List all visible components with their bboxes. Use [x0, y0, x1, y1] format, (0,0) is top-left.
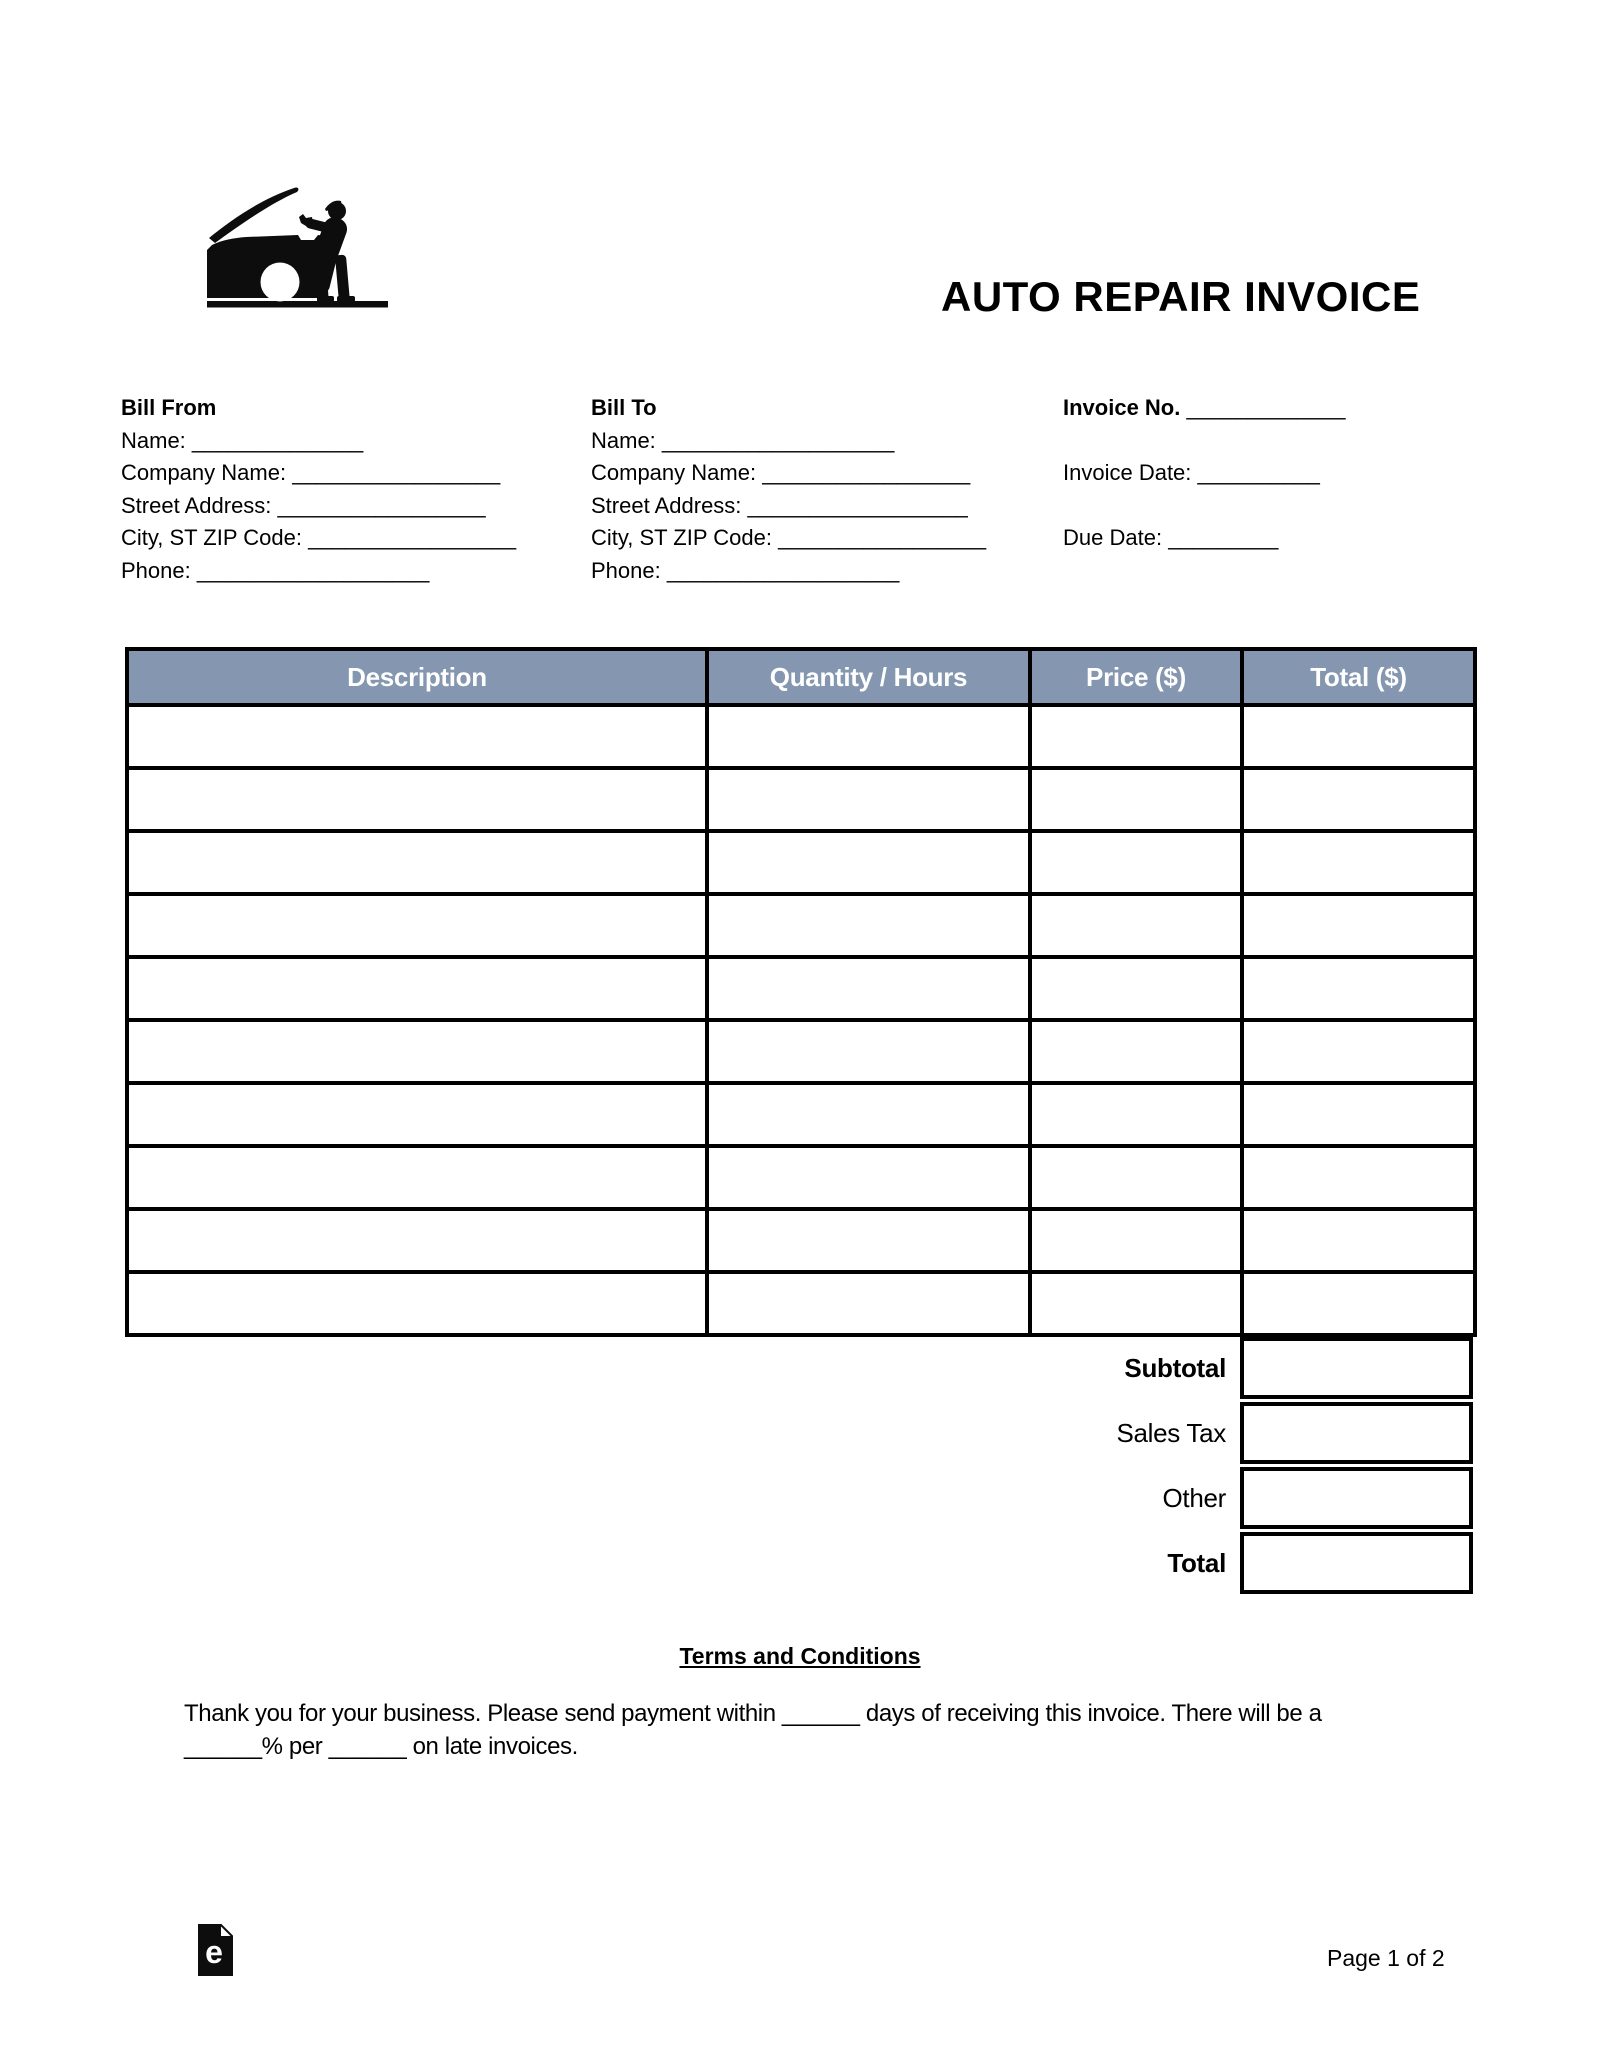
invoice-date-field: Invoice Date: __________	[1063, 460, 1320, 485]
invoice-info-section	[0, 392, 1600, 592]
table-row	[127, 1146, 1475, 1209]
bill-from-street-field: Street Address: _________________	[121, 492, 486, 518]
blank-line: ___________________	[661, 427, 895, 453]
table-row	[127, 1272, 1475, 1335]
price-cell	[1030, 957, 1242, 1020]
blank-line: __________________	[747, 492, 968, 518]
bill-to-heading: Bill To	[591, 395, 657, 420]
bill-to-company-field: Company Name: _________________	[591, 460, 971, 486]
total-value-box	[1240, 1532, 1473, 1594]
price-cell	[1030, 705, 1242, 768]
price-cell	[1030, 1146, 1242, 1209]
page-number: Page 1 of 2	[1327, 1945, 1445, 1971]
column-header-description: Description	[127, 649, 707, 705]
auto-mechanic-logo-icon	[206, 183, 390, 309]
blank-line: _________________	[762, 460, 971, 486]
bill-from-heading: Bill From	[121, 395, 217, 420]
description-cell	[127, 1083, 707, 1146]
description-cell	[127, 1272, 707, 1335]
price-cell	[1030, 1083, 1242, 1146]
price-cell	[1030, 1209, 1242, 1272]
description-cell	[127, 768, 707, 831]
total-cell	[1242, 957, 1475, 1020]
subtotal-label: Subtotal	[1124, 1352, 1226, 1383]
table-row	[127, 957, 1475, 1020]
bill-from-city-field: City, ST ZIP Code: _________________	[121, 525, 517, 551]
total-cell	[1242, 1083, 1475, 1146]
blank-line: __________	[1197, 460, 1320, 485]
column-header-quantity-hours: Quantity / Hours	[707, 649, 1030, 705]
bill-to-city-field: City, ST ZIP Code: _________________	[591, 525, 987, 551]
bill-from-section	[121, 392, 516, 588]
bill-from-company-field: Company Name: _________________	[121, 460, 501, 486]
quantity-hours-cell	[707, 1272, 1030, 1335]
items-table-header-row	[127, 649, 1475, 705]
blank-line: _____________	[1186, 395, 1346, 420]
description-cell	[127, 1209, 707, 1272]
invoice-meta-section	[1063, 392, 1483, 592]
blank-line: _________________	[277, 492, 486, 518]
bill-from-name-field: Name: ______________	[121, 427, 364, 453]
table-row	[127, 831, 1475, 894]
table-row	[127, 705, 1475, 768]
bill-to-section	[591, 392, 986, 588]
table-row	[127, 1020, 1475, 1083]
price-cell	[1030, 768, 1242, 831]
items-table-area	[125, 647, 1473, 1594]
quantity-hours-cell	[707, 1209, 1030, 1272]
quantity-hours-cell	[707, 705, 1030, 768]
total-cell	[1242, 1020, 1475, 1083]
bill-to-street-field: Street Address: __________________	[591, 492, 968, 518]
total-cell	[1242, 1272, 1475, 1335]
bill-to-name-field: Name: ___________________	[591, 427, 895, 453]
quantity-hours-cell	[707, 1146, 1030, 1209]
svg-text:e: e	[205, 1934, 223, 1970]
total-cell	[1242, 1209, 1475, 1272]
sales-tax-label: Sales Tax	[1116, 1417, 1226, 1448]
total-cell	[1242, 831, 1475, 894]
table-row	[127, 768, 1475, 831]
description-cell	[127, 894, 707, 957]
total-cell	[1242, 1146, 1475, 1209]
ground-line	[207, 301, 388, 308]
items-table	[125, 647, 1477, 1337]
total-row	[125, 1532, 1473, 1594]
total-label: Total	[1167, 1547, 1226, 1578]
column-header-total: Total ($)	[1242, 649, 1475, 705]
table-row	[127, 1083, 1475, 1146]
table-row	[127, 894, 1475, 957]
total-cell	[1242, 768, 1475, 831]
other-label: Other	[1162, 1482, 1226, 1513]
bill-to-phone-field: Phone: ___________________	[591, 557, 900, 583]
quantity-hours-cell	[707, 768, 1030, 831]
car-wheel	[261, 263, 300, 302]
blank-line: ______________	[191, 427, 364, 453]
blank-line: _________________	[292, 460, 501, 486]
other-value-box	[1240, 1467, 1473, 1529]
quantity-hours-cell	[707, 894, 1030, 957]
terms-body: Thank you for your business. Please send payment within ______ days of receiving this invoice. There will be a ______% per ______ on late invoices.	[184, 1700, 1322, 1760]
quantity-hours-cell	[707, 831, 1030, 894]
price-cell	[1030, 1020, 1242, 1083]
column-header-price: Price ($)	[1030, 649, 1242, 705]
totals-summary	[125, 1337, 1473, 1594]
bill-from-phone-field: Phone: ___________________	[121, 557, 430, 583]
price-cell	[1030, 1272, 1242, 1335]
description-cell	[127, 1146, 707, 1209]
invoice-number-field: Invoice No. _____________	[1063, 395, 1346, 420]
page-title: AUTO REPAIR INVOICE	[941, 273, 1421, 320]
blank-line: ___________________	[666, 557, 900, 583]
price-cell	[1030, 831, 1242, 894]
sales-tax-value-box	[1240, 1402, 1473, 1464]
other-row	[125, 1467, 1473, 1529]
total-cell	[1242, 894, 1475, 957]
blank-line: ___________________	[196, 557, 430, 583]
description-cell	[127, 831, 707, 894]
quantity-hours-cell	[707, 1083, 1030, 1146]
blank-line: _________	[1168, 525, 1279, 550]
table-row	[127, 1209, 1475, 1272]
subtotal-value-box	[1240, 1337, 1473, 1399]
description-cell	[127, 1020, 707, 1083]
total-cell	[1242, 705, 1475, 768]
quantity-hours-cell	[707, 1020, 1030, 1083]
price-cell	[1030, 894, 1242, 957]
quantity-hours-cell	[707, 957, 1030, 1020]
eforms-logo-icon	[198, 1924, 233, 1976]
blank-line: _________________	[778, 525, 987, 551]
blank-line: _________________	[308, 525, 517, 551]
description-cell	[127, 957, 707, 1020]
description-cell	[127, 705, 707, 768]
due-date-field: Due Date: _________	[1063, 525, 1279, 550]
sales-tax-row	[125, 1402, 1473, 1464]
terms-heading: Terms and Conditions	[679, 1643, 921, 1669]
subtotal-row	[125, 1337, 1473, 1399]
